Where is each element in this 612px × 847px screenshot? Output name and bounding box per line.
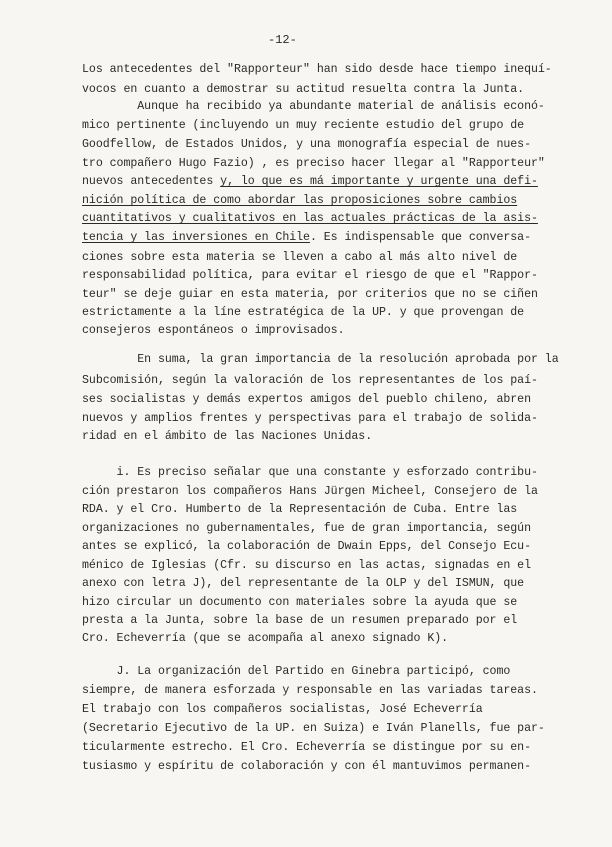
text-line: [82, 393, 531, 407]
text-line: [82, 306, 524, 320]
text-line: [82, 596, 517, 610]
text-line: [82, 540, 531, 554]
text-segment: RDA. y el Cro. Humberto de la Representación de Cuba. Entre las: [82, 503, 518, 516]
text-line: [82, 157, 545, 171]
text-segment: Goodfellow, de Estados Unidos, y una monografía especial de nues-: [82, 138, 531, 151]
text-segment: ciones sobre esta materia se lleven a cabo al más alto nivel de: [82, 251, 518, 264]
text-line: [82, 100, 545, 114]
text-line: [82, 503, 517, 517]
text-line: [82, 522, 531, 536]
underlined-text: tencia y las inversiones en Chile: [82, 231, 310, 244]
text-line: [82, 194, 517, 208]
text-line: [82, 466, 538, 480]
text-segment: En suma, la gran importancia de la resolución aprobada por la: [82, 353, 559, 366]
text-line: [82, 231, 531, 245]
text-segment: ménico de Iglesias (Cfr. su discurso en las actas, signadas en el: [82, 559, 531, 572]
text-line: [82, 353, 559, 367]
text-line: [82, 485, 538, 499]
text-segment: . Es indispensable que conversa-: [309, 231, 531, 244]
text-segment: organizaciones no gubernamentales, fue de gran importancia, según: [82, 522, 531, 535]
text-line: [82, 614, 517, 628]
text-line: [82, 577, 524, 591]
text-segment: presta a la Junta, sobre la base de un resumen preparado por el: [82, 614, 518, 627]
underlined-text: y, lo que es má importante y urgente una defi-: [220, 175, 538, 188]
text-line: [82, 760, 531, 774]
page-number: -12-: [268, 33, 297, 47]
text-segment: Los antecedentes del "Rapporteur" han sido desde hace tiempo inequí-: [82, 63, 552, 76]
text-segment: antes se explicó, la colaboración de Dwain Epps, del Consejo Ecu-: [82, 540, 531, 553]
text-segment: tro compañero Hugo Fazio) , es preciso hacer llegar al "Rapporteur": [82, 157, 545, 170]
text-segment: estrictamente a la líne estratégica de la UP. y que provengan de: [82, 306, 525, 319]
text-line: [82, 83, 524, 97]
text-segment: mico pertinente (incluyendo un muy reciente estudio del grupo de: [82, 119, 525, 132]
text-line: [82, 138, 531, 152]
text-segment: hizo circular un documento con materiales sobre la ayuda que se: [82, 596, 518, 609]
text-line: [82, 412, 538, 426]
text-segment: consejeros espontáneos o improvisados.: [82, 324, 345, 337]
text-segment: i. Es preciso señalar que una constante y esforzado contribu-: [82, 466, 538, 479]
text-segment: Aunque ha recibido ya abundante material de análisis econó-: [82, 100, 545, 113]
text-line: [82, 722, 545, 736]
text-line: [82, 324, 344, 338]
text-segment: (Secretario Ejecutivo de la UP. en Suiza) e Iván Planells, fue par-: [82, 722, 545, 735]
text-segment: vocos en cuanto a demostrar su actitud resuelta contra la Junta.: [82, 83, 525, 96]
text-segment: ridad en el ámbito de las Naciones Unidas.: [82, 430, 373, 443]
text-line: [82, 703, 483, 717]
text-segment: Cro. Echeverría (que se acompaña al anexo signado K).: [82, 632, 449, 645]
text-segment: Subcomisión, según la valoración de los representantes de los paí-: [82, 374, 538, 387]
text-segment: responsabilidad política, para evitar el riesgo de que el "Rappor-: [82, 269, 538, 282]
text-line: [82, 175, 538, 189]
text-line: [82, 251, 517, 265]
underlined-text: cuantitativos y cualitativos en las actuales prácticas de la asis-: [82, 212, 538, 225]
text-segment: nuevos y amplios frentes y perspectivas para el trabajo de solida-: [82, 412, 538, 425]
text-line: [82, 288, 538, 302]
text-segment: tusiasmo y espíritu de colaboración y con él mantuvimos permanen-: [82, 760, 531, 773]
text-line: [82, 684, 538, 698]
text-line: [82, 212, 538, 226]
text-line: [82, 665, 510, 679]
text-segment: ticularmente estrecho. El Cro. Echeverría se distingue por su en-: [82, 741, 531, 754]
text-segment: siempre, de manera esforzada y responsable en las variadas tareas.: [82, 684, 538, 697]
text-segment: teur" se deje guiar en esta materia, por criterios que no se ciñen: [82, 288, 538, 301]
text-line: [82, 559, 531, 573]
text-line: [82, 374, 538, 388]
text-segment: ses socialistas y demás expertos amigos del pueblo chileno, abren: [82, 393, 531, 406]
text-segment: ción prestaron los compañeros Hans Jürgen Micheel, Consejero de la: [82, 485, 538, 498]
text-segment: anexo con letra J), del representante de la OLP y del ISMUN, que: [82, 577, 525, 590]
text-segment: J. La organización del Partido en Ginebra participó, como: [82, 665, 511, 678]
text-segment: nuevos antecedentes: [82, 175, 221, 188]
text-segment: El trabajo con los compañeros socialistas, José Echeverría: [82, 703, 483, 716]
text-line: [82, 269, 538, 283]
text-line: [82, 430, 372, 444]
underlined-text: nición política de como abordar las proposiciones sobre cambios: [82, 194, 518, 207]
text-line: [82, 119, 524, 133]
text-line: [82, 741, 531, 755]
text-line: [82, 632, 448, 646]
text-line: [82, 63, 552, 77]
